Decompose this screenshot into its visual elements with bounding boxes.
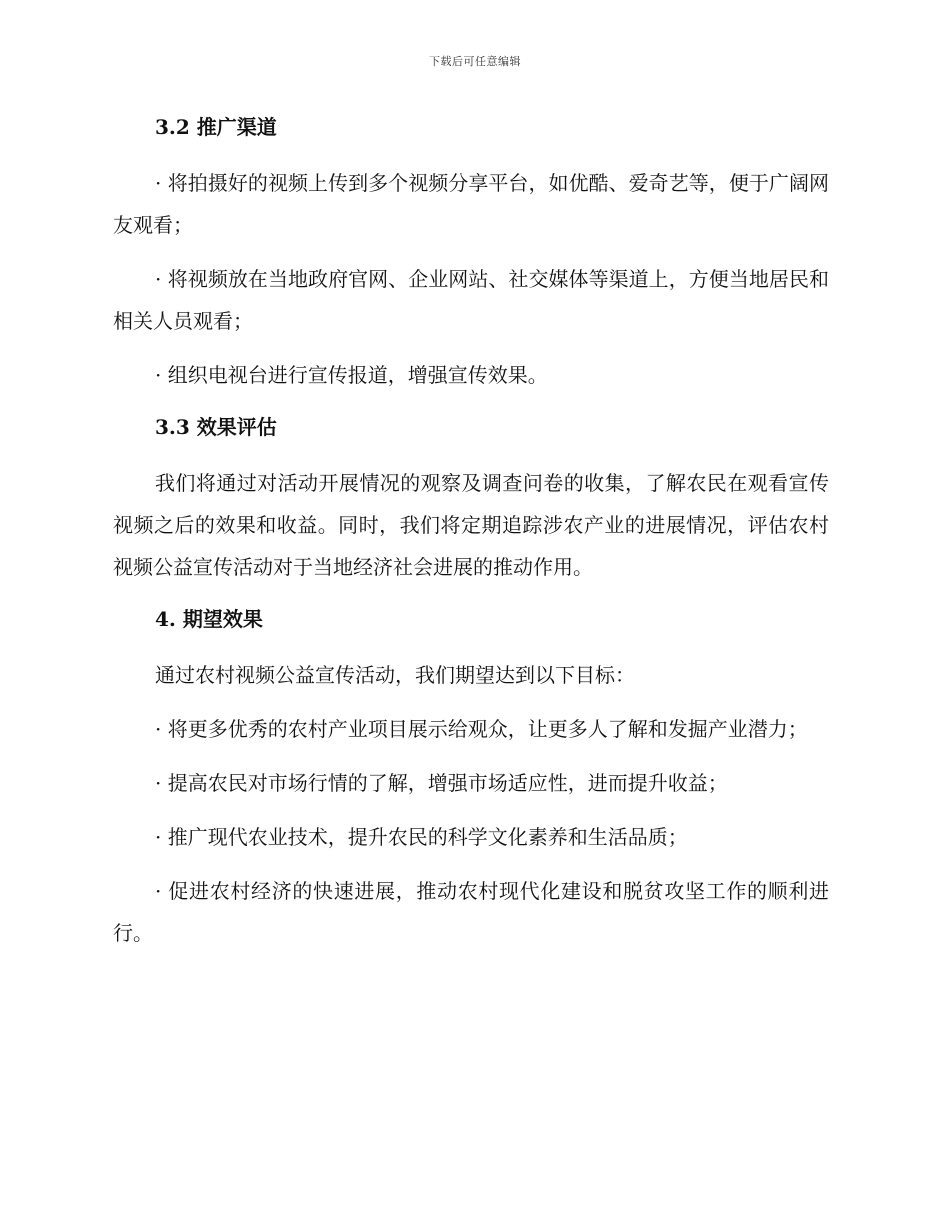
bullet-paragraph: · 将更多优秀的农村产业项目展示给观众，让更多人了解和发掘产业潜力； — [155, 717, 808, 741]
bullet-paragraph: · 提高农民对市场行情的了解，增强市场适应性，进而提升收益； — [155, 771, 728, 795]
section-heading: 4. 期望效果 — [155, 607, 263, 631]
bullet-paragraph: · 推广现代农业技术，提升农民的科学文化素养和生活品质； — [155, 825, 688, 849]
page-header-note: 下载后可任意编辑 — [429, 55, 521, 68]
section-heading: 3.2 推广渠道 — [155, 115, 277, 139]
bullet-paragraph: · 组织电视台进行宣传报道，增强宣传效果。 — [155, 363, 548, 387]
bullet-paragraph: · 将拍摄好的视频上传到多个视频分享平台，如优酷、爱奇艺等，便于广阔网友观看； — [113, 171, 829, 237]
section-expected-effects — [113, 600, 829, 954]
section-promotion-channels — [113, 108, 829, 396]
body-paragraph: 我们将通过对活动开展情况的观察及调查问卷的收集，了解农民在观看宣传视频之后的效果和收益。同时，我们将定期追踪涉农产业的进展情况，评估农村视频公益宣传活动对于当地经济社会进展的推动作用。 — [113, 471, 829, 579]
document-body — [113, 108, 829, 966]
bullet-paragraph: · 将视频放在当地政府官网、企业网站、社交媒体等渠道上，方便当地居民和相关人员观看； — [113, 267, 829, 333]
section-heading: 3.3 效果评估 — [155, 415, 277, 439]
bullet-paragraph: · 促进农村经济的快速进展，推动农村现代化建设和脱贫攻坚工作的顺利进行。 — [113, 879, 829, 945]
body-paragraph: 通过农村视频公益宣传活动，我们期望达到以下目标： — [155, 663, 635, 687]
section-effect-evaluation — [113, 408, 829, 588]
